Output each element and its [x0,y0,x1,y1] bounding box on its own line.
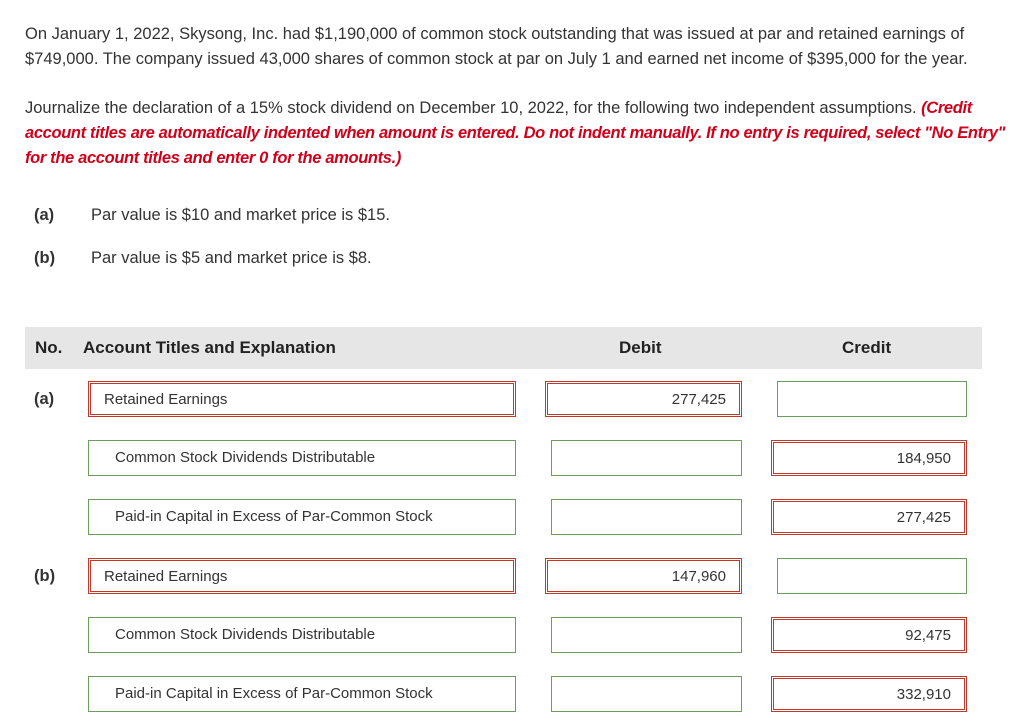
assumption-text: Par value is $5 and market price is $8. [91,249,372,267]
credit-amount-input[interactable]: 277,425 [771,499,967,535]
assumption-b [34,247,372,269]
credit-amount-input[interactable] [777,381,967,417]
assumption-text: Par value is $10 and market price is $15. [91,206,390,224]
entry-label-a: (a) [34,390,55,408]
header-account: Account Titles and Explanation [83,338,336,357]
instruction-note: (Credit account titles are automatically indented when amount is entered. Do not indent manually. If no entry is required, select "No Entry" for the account titles and enter 0 for the amounts.) [25,99,1006,167]
account-title-input[interactable]: Paid-in Capital in Excess of Par-Common Stock [88,499,516,535]
account-title-input[interactable]: Retained Earnings [88,381,516,417]
assumption-label: (b) [34,249,56,267]
instruction-main: Journalize the declaration of a 15% stock dividend on December 10, 2022, for the following two independent assumptions. [25,99,922,117]
header-credit: Credit [842,338,892,357]
assumption-label: (a) [34,206,55,224]
problem-statement: On January 1, 2022, Skysong, Inc. had $1,190,000 of common stock outstanding that was issued at par and retained earnings of $749,000. The company issued 43,000 shares of common stock at par on July 1 and earned net income of $395,000 for the year. [25,25,968,68]
debit-amount-input[interactable]: 147,960 [545,558,742,594]
account-title-input[interactable]: Common Stock Dividends Distributable [88,617,516,653]
instruction-text [25,96,1024,171]
debit-amount-input[interactable] [551,440,742,476]
debit-amount-input[interactable]: 277,425 [545,381,742,417]
debit-amount-input[interactable] [551,676,742,712]
entry-label-b: (b) [34,567,56,585]
debit-amount-input[interactable] [551,617,742,653]
credit-amount-input[interactable]: 332,910 [771,676,967,712]
table-header [25,327,982,369]
header-debit: Debit [619,338,662,357]
account-title-input[interactable]: Paid-in Capital in Excess of Par-Common Stock [88,676,516,712]
debit-amount-input[interactable] [551,499,742,535]
credit-amount-input[interactable]: 184,950 [771,440,967,476]
credit-amount-input[interactable]: 92,475 [771,617,967,653]
credit-amount-input[interactable] [777,558,967,594]
account-title-input[interactable]: Common Stock Dividends Distributable [88,440,516,476]
header-no: No. [35,338,63,357]
account-title-input[interactable]: Retained Earnings [88,558,516,594]
assumption-a [34,204,390,226]
